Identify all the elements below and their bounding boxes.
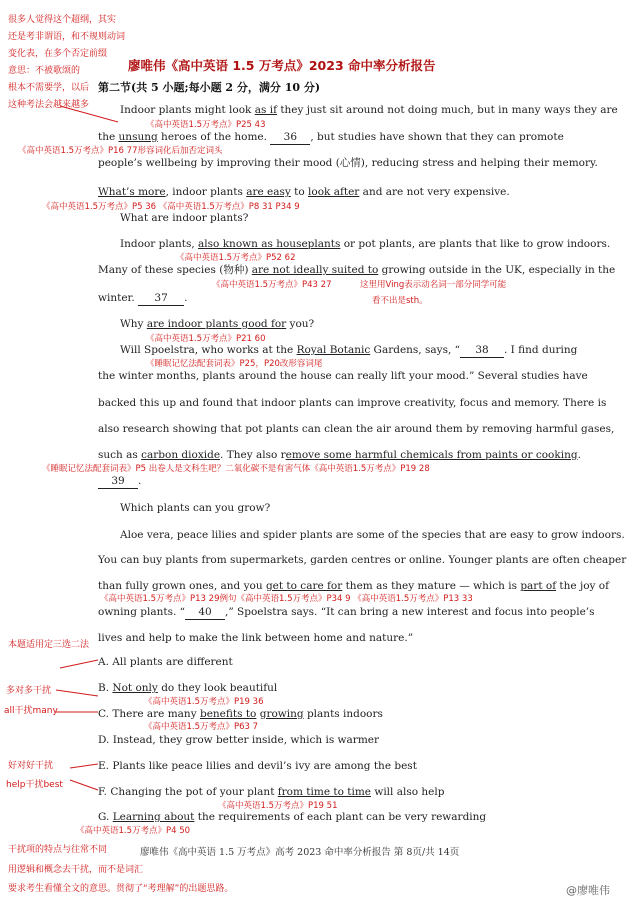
- passage-line: Many of these species (物种) are not ideally suited to growing outside in the UK, especially in the: [98, 264, 616, 276]
- bottom-note-line: 要求考生看懂全文的意思。贯彻了“考理解”的出题思路。: [8, 884, 234, 894]
- subheading: Which plants can you grow?: [120, 502, 271, 514]
- option-c[interactable]: C. There are many benefits to growing plants indoors: [98, 708, 383, 720]
- option-f[interactable]: F. Changing the pot of your plant from time to time will also help: [98, 786, 445, 798]
- margin-note: 好对好干扰: [8, 761, 54, 771]
- option-g[interactable]: G. Learning about the requirements of each plant can be very rewarding: [98, 811, 487, 823]
- watermark: @廖唯伟: [566, 884, 610, 897]
- side-note-line: 根本不需要学，以后: [8, 83, 90, 93]
- blank-39[interactable]: 39: [98, 475, 138, 489]
- passage-line: owning plants. “ 40 ,” Spoelstra says. “It can bring a new interest and focus into people’s: [98, 606, 595, 618]
- option-a[interactable]: A. All plants are different: [98, 656, 233, 668]
- blank-36[interactable]: 36: [270, 131, 310, 145]
- annotation-arrow: [60, 106, 118, 122]
- blank-38[interactable]: 38: [460, 344, 504, 358]
- reference-note: 看不出是sth。: [372, 296, 428, 306]
- passage-line: the winter months, plants around the house can really lift your mood.” Several studies have: [98, 370, 588, 382]
- reference-note: 《高中英语1.5万考点》P13 29例句《高中英语1.5万考点》P34 9 《高中英语1.5万考点》P13 33: [100, 594, 473, 604]
- option-e[interactable]: E. Plants like peace lilies and devil’s ivy are among the best: [98, 760, 417, 772]
- reference-note: 《高中英语1.5万考点》P16 77形容词化后加否定词头: [18, 146, 223, 156]
- passage-line: What’s more, indoor plants are easy to look after and are not very expensive.: [98, 186, 510, 198]
- passage-line: Why are indoor plants good for you?: [120, 318, 315, 330]
- side-note-line: 变化表，在多个否定前缀: [8, 49, 108, 59]
- page-title: 廖唯伟《高中英语 1.5 万考点》2023 命中率分析报告: [128, 58, 436, 73]
- passage-line: You can buy plants from supermarkets, garden centres or online. Younger plants are often cheaper: [98, 554, 627, 566]
- annotation-arrow: [56, 690, 98, 696]
- passage-line: Indoor plants, also known as houseplants or pot plants, are plants that like to grow indoors.: [120, 238, 611, 250]
- passage-line: Aloe vera, peace lilies and spider plants are some of the species that are easy to grow indoors.: [120, 529, 625, 541]
- reference-note: 《高中英语1.5万考点》P4 50: [76, 826, 191, 836]
- side-note-line: 这种考法会越来越多: [8, 100, 90, 110]
- side-note-line: 还是考非谓语，和不规则动词: [8, 32, 126, 42]
- bottom-note-line: 干扰项的特点与往常不同: [8, 845, 108, 855]
- side-note-line: 很多人觉得这个超纲，其实: [8, 15, 117, 25]
- reference-note: 《睡眠记忆法配套词表》P25，P20改形容词尾: [146, 359, 323, 369]
- option-d[interactable]: D. Instead, they grow better inside, which is warmer: [98, 734, 380, 746]
- margin-note: help干扰best: [6, 780, 63, 790]
- passage-line: Will Spoelstra, who works at the Royal Botanic Gardens, says, “ 38 . I find during: [120, 344, 578, 356]
- annotation-arrow: [70, 780, 98, 790]
- reference-note: 《高中英语1.5万考点》P25 43: [146, 120, 266, 130]
- reference-note: 《高中英语1.5万考点》P19 36: [144, 697, 264, 707]
- passage-line: winter. 37 .: [98, 292, 188, 304]
- margin-note: 多对多干扰: [6, 686, 52, 696]
- reference-note: 《高中英语1.5万考点》P43 27: [212, 280, 332, 290]
- annotation-arrow: [70, 764, 98, 768]
- margin-note: 本题适用定三选二法: [8, 640, 90, 650]
- passage-line: than fully grown ones, and you get to care for them as they mature — which is part of the joy of: [98, 580, 610, 592]
- margin-note: all干扰many: [4, 706, 58, 716]
- passage-line: such as carbon dioxide. They also remove some harmful chemicals from paints or cooking.: [98, 449, 581, 461]
- passage-line: the unsung heroes of the home. 36 , but studies have shown that they can promote: [98, 131, 564, 143]
- reference-note: 《高中英语1.5万考点》P63 7: [144, 722, 259, 732]
- bottom-note-line: 用逻辑和概念去干扰，而不是词汇: [8, 865, 144, 875]
- reference-note: 《高中英语1.5万考点》P21 60: [146, 334, 266, 344]
- reference-note: 《高中英语1.5万考点》P5 36 《高中英语1.5万考点》P8 31 P34 9: [42, 202, 300, 212]
- passage-line: lives and help to make the link between home and nature.”: [98, 632, 414, 644]
- passage-line: backed this up and found that indoor plants can improve creativity, focus and memory. There is: [98, 397, 607, 409]
- section-heading: 第二节(共 5 小题;每小题 2 分，满分 10 分): [98, 81, 321, 94]
- passage-line: also research showing that pot plants can clean the air around them by removing harmful gases,: [98, 423, 615, 435]
- reference-note: 这里用Ving表示动名词一部分同学可能: [360, 280, 507, 290]
- blank-37[interactable]: 37: [138, 292, 184, 306]
- option-b[interactable]: B. Not only do they look beautiful: [98, 682, 278, 694]
- side-note-line: 意思：不被歌颂的: [8, 66, 81, 76]
- passage-line: 39 .: [98, 475, 141, 489]
- reference-note: 《高中英语1.5万考点》P19 51: [218, 801, 338, 811]
- reference-note: 《高中英语1.5万考点》P52 62: [176, 253, 296, 263]
- annotation-arrow: [60, 660, 98, 668]
- blank-40[interactable]: 40: [185, 606, 225, 620]
- subheading: What are indoor plants?: [120, 212, 249, 224]
- reference-note: 《睡眠记忆法配套词表》P5 出卷人是文科生吧？二氧化碳不是有害气体《高中英语1.5万考点》P19 28: [42, 464, 430, 474]
- passage-line: people’s wellbeing by improving their mood (心情), reducing stress and helping their memory.: [98, 157, 598, 169]
- page-footer: 廖唯伟《高中英语 1.5 万考点》高考 2023 命中率分析报告 第 8页/共 14页: [140, 847, 460, 858]
- passage-line: Indoor plants might look as if they just sit around not doing much, but in many ways they are: [120, 104, 618, 116]
